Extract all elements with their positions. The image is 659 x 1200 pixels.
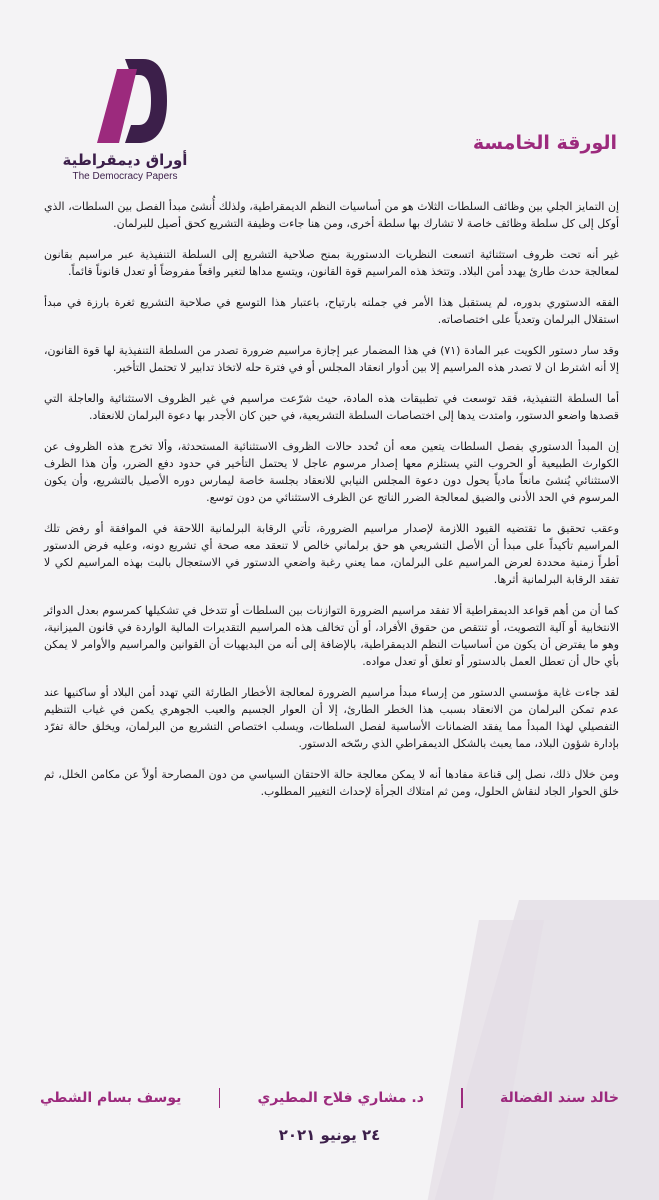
signatures-row: [40, 1088, 619, 1108]
paragraph: وقد سار دستور الكويت عبر المادة (٧١) في هذا المضمار عبر إجازة مراسيم ضرورة تصدر من السلطة التنفيذية لها قوة القانون، إلا أنه اشترط ان لا تصدر هذه المراسيم إلا بين أدوار انعقاد المجلس أو في فترة حله لاتخاذ تدابير لا تحتمل التأخير.: [44, 344, 619, 374]
document-date: ٢٤ يونيو ٢٠٢١: [278, 1126, 381, 1144]
logo: [60, 55, 190, 182]
paragraph: ومن خلال ذلك، نصل إلى قناعة مفادها أنه لا يمكن معالجة حالة الاحتقان السياسي من دون المصارحة أولاً عن مكامن الخلل، ثم خلق الحوار الجاد لنقاش الحلول، ومن ثم امتلاك الجرأة لإحداث التغيير المطلوب.: [44, 768, 619, 798]
paragraph: لقد جاءت غاية مؤسسي الدستور من إرساء مبدأ مراسيم الضرورة لمعالجة الأخطار الطارئة التي تهدد أمن البلاد أو ساكنيها عند عدم تمكن البرلمان من الانعقاد بسبب هذا الخطر الطارئ، إلا أن العوار الجسيم والعيب الجوهري يكمن في غياب التنظيم التفصيلي لهذا المبدأ مما يفقد الضمانات الأساسية لفصل السلطات، ويسلب اختصاص التشريع من البرلمان، ويخلق حالة تفرّد بإدارة شؤون البلاد، مما يعبث بالشكل الديمقراطي الذي رسّخه الدستور.: [44, 686, 619, 750]
signature-second: د. مشاري فلاح المطيري: [257, 1090, 424, 1106]
logo-watermark: [369, 880, 659, 1200]
document-body: [44, 198, 619, 814]
paragraph: غير أنه تحت ظروف استثنائية اتسعت النظريات الدستورية بمنح صلاحية التشريع إلى السلطة التنفيذية عبر مراسيم بقانون لمعالجة حدث طارئ يهدد أمن البلاد. وتتخذ هذه المراسيم قوة القانون، ويتسع مداها لتغير واقعاً مفروضاً أو تعدل قانوناً قائماً.: [44, 248, 619, 278]
signature-first: خالد سند الفضالة: [500, 1090, 619, 1106]
signature-third: يوسف بسام الشطي: [40, 1090, 182, 1106]
paragraph: إن المبدأ الدستوري بفصل السلطات يتعين معه أن تُحدد حالات الظروف الاستثنائية المستحدثة، وألا تخرج هذه الظروف عن الكوارث الطبيعية أو الحروب التي يستلزم معها إصدار مرسوم عاجل لا يحتمل التأخير في حدود دفع الضرر، وأن هذا الظرف الاستثنائي يُنشئ مانعاً مادياً يحول دون دعوة المجلس النيابي للانعقاد بجلسة خاصة ليمارس دوره الأصيل بالتشريع، وأن يكون المرسوم في الحد الأدنى والضيق لمعالجة الضرر الناتج عن الظرف الاستثنائي من دون توسع.: [44, 440, 619, 504]
paragraph: الفقه الدستوري بدوره، لم يستقبل هذا الأمر في جملته بارتياح، باعتبار هذا التوسع في صلاحية التشريع ثغرة بارزة في مبدأ استقلال البرلمان وتعدياً على اختصاصاته.: [44, 296, 619, 326]
paragraph: أما السلطة التنفيذية، فقد توسعت في تطبيقات هذه المادة، حيث شرّعت مراسيم في غير الظروف الاستثنائية والعاجلة التي قصدها واضعو الدستور، وامتدت يدها إلى اختصاصات السلطة التشريعية، في حين كان الأجدر بها دعوة البرلمان للانعقاد.: [44, 392, 619, 422]
signature-divider: [219, 1088, 221, 1108]
logo-english-name: The Democracy Papers: [72, 171, 178, 182]
paragraph: كما أن من أهم قواعد الديمقراطية ألا تفقد مراسيم الضرورة التوازنات بين السلطات أو تتدخل في تشكيلها كمرسوم بعدل الدوائر الانتخابية أو آلية التصويت، أو تنتقص من حقوق الأفراد، أو أن تخالف هذه المراسيم التقديرات المالية الواردة في قانون الميزانية، وهو ما يفترض أن يكون من أساسيات النظم الديمقراطية، بالإضافة إلى أنه من البديهيات أن القوانين والمراسيم والأوامر لا يمكن بأي حال أن تعطل العمل بالدستور أو تعلق أو تعدل مواده.: [44, 604, 619, 668]
paper-title: الورقة الخامسة: [472, 132, 617, 154]
paragraph: إن التمايز الجلي بين وظائف السلطات الثلاث هو من أساسيات النظم الديمقراطية، ولذلك أُنشئ مبدأ الفصل بين السلطات، الذي أوكل إلى كل سلطة وظائف خاصة لا تشارك بها سلطة أخرى، ومن هنا جاءت وظيفة التشريع كحق أصيل للبرلمان.: [44, 200, 619, 230]
signature-divider: [461, 1088, 463, 1108]
democracy-papers-logo-icon: [81, 55, 169, 147]
logo-arabic-name: أوراق ديمقراطية: [62, 151, 188, 169]
paragraph: وعقب تحقيق ما تقتضيه القيود اللازمة لإصدار مراسيم الضرورة، تأتي الرقابة البرلمانية اللاحقة في الموافقة أو رفض تلك المراسيم تأكيداً على مبدأ أن الأصل التشريعي هو حق برلماني خالص لا تنعقد معه صحة أي تشريع دونه، وعليه فرض الدستور أطراً زمنية محددة لعرض المراسيم على البرلمان، مما يعني رغبة واضعي الدستور في الاستعجال بالبت بهذه المراسيم لكي لا تفقد الرقابة البرلمانية أثرها.: [44, 522, 619, 586]
